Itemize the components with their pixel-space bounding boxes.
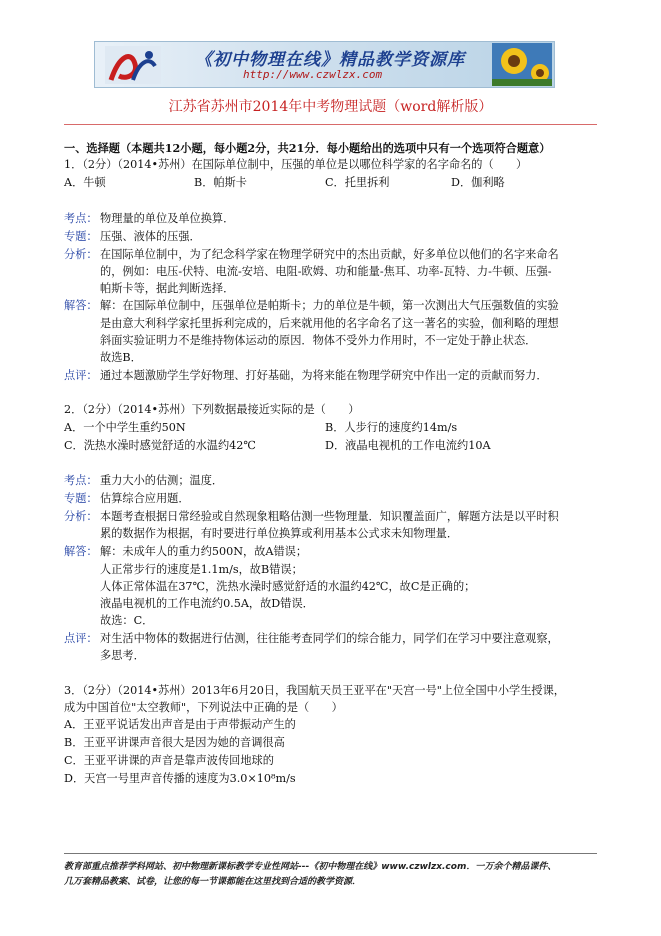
question-3-option-b: B．王亚平讲课声音很大是因为她的音调很高 [64, 736, 285, 749]
question-2-option-c: C．洗热水澡时感觉舒适的水温约42℃ [64, 439, 256, 452]
question-2-stem: 2．（2分）（2014•苏州）下列数据最接近实际的是（ ） [64, 403, 360, 416]
q1-jieda-line-2: 是由意大利科学家托里拆利完成的，后来就用他的名字命名了这一著名的实验，伽利略的理想 [100, 317, 559, 330]
question-2-option-b: B．人步行的速度约14m/s [325, 421, 458, 434]
q1-zhuanti-text: 压强、液体的压强． [100, 230, 201, 243]
q2-jieda-line-1: 解：未成年人的重力约500N，故A错误； [100, 545, 308, 558]
question-3-option-d: D．天宫一号里声音传播的速度为3.0×10⁸m/s [64, 772, 296, 785]
q1-kaodian-text: 物理量的单位及单位换算． [100, 212, 235, 225]
q2-kaodian-text: 重力大小的估测；温度． [100, 474, 224, 487]
q1-label-zhuanti: 专题： [64, 230, 98, 243]
question-1-option-b: B．帕斯卡 [194, 176, 247, 189]
question-1-option-c: C．托里拆利 [325, 176, 390, 189]
q2-label-kaodian: 考点： [64, 474, 98, 487]
q2-label-fenxi: 分析： [64, 510, 98, 523]
footer-line-2: 几万套精品教案、试卷，让您的每一节课都能在这里找到合适的教学资源． [64, 877, 362, 887]
q1-fenxi-line-1: 在国际单位制中，为了纪念科学家在物理学研究中的杰出贡献，好多单位以他们的名字来命名 [100, 248, 559, 261]
question-3-option-c: C．王亚平讲课的声音是靠声波传回地球的 [64, 754, 274, 767]
q2-jieda-line-3: 人体正常体温在37℃，洗热水澡时感觉舒适的水温约42℃，故C是正确的； [100, 580, 476, 593]
q2-fenxi-line-1: 本题考查根据日常经验或自然现象粗略估测一些物理量．知识覆盖面广，解题方法是以平时积 [100, 510, 559, 523]
question-1-option-d: D．伽利略 [451, 176, 505, 189]
q1-label-kaodian: 考点： [64, 212, 98, 225]
q2-dianping-line-2: 多思考． [100, 649, 145, 662]
banner-url[interactable]: http://www.czwlzx.com [243, 68, 383, 81]
q1-label-dianping: 点评： [64, 369, 98, 382]
q2-label-jieda: 解答： [64, 545, 98, 558]
q1-jieda-line-3: 斜面实验证明力不是维持物体运动的原因．物体不受外力作用时，不一定处于静止状态． [100, 334, 537, 347]
q2-label-dianping: 点评： [64, 632, 98, 645]
header-banner [94, 41, 555, 88]
question-3-stem-line-2: 成为中国首位"太空教师"，下列说法中正确的是（ ） [64, 701, 343, 714]
site-logo-icon [105, 46, 161, 84]
q1-label-fenxi: 分析： [64, 248, 98, 261]
sunflower-icon [492, 43, 552, 86]
q1-dianping-text: 通过本题激励学生学好物理、打好基础，为将来能在物理学研究中作出一定的贡献而努力． [100, 369, 548, 382]
q2-jieda-line-2: 人正常步行的速度是1.1m/s，故B错误； [100, 563, 303, 576]
question-2-option-d: D．液晶电视机的工作电流约10A [325, 439, 491, 452]
q2-fenxi-line-2: 累的数据作为根据，有时要进行单位换算或利用基本公式求未知物理量． [100, 527, 459, 540]
q2-jieda-line-4: 液晶电视机的工作电流约0.5A，故D错误． [100, 597, 314, 610]
question-2-option-a: A．一个中学生重约50N [64, 421, 186, 434]
question-3-stem-line-1: 3．（2分）（2014•苏州）2013年6月20日，我国航天员王亚平在"天宫一号"上位全国中小学生授课， [64, 684, 565, 697]
q1-jieda-line-1: 解：在国际单位制中，压强单位是帕斯卡；力的单位是牛顿，第一次测出大气压强数值的实验 [100, 299, 559, 312]
banner-title: 《初中物理在线》精品教学资源库 [195, 50, 465, 70]
q2-zhuanti-text: 估算综合应用题． [100, 492, 190, 505]
q1-jieda-line-4: 故选B． [100, 351, 142, 364]
q2-jieda-line-5: 故选：C． [100, 614, 154, 627]
q1-label-jieda: 解答： [64, 299, 98, 312]
q2-dianping-line-1: 对生活中物体的数据进行估测，往往能考查同学们的综合能力，同学们在学习中要注意观察， [100, 632, 559, 645]
title-divider [64, 124, 597, 125]
footer-line-1: 教育部重点推荐学科网站、初中物理新课标教学专业性网站---《初中物理在线》www.czwlzx.com．一万余个精品课件、 [64, 862, 557, 872]
section-heading: 一、选择题（本题共12小题，每小题2分，共21分．每小题给出的选项中只有一个选项符合题意） [64, 141, 551, 155]
question-1-stem: 1．（2分）（2014•苏州）在国际单位制中，压强的单位是以哪位科学家的名字命名的（ ） [64, 158, 528, 171]
question-1-option-a: A．牛顿 [64, 176, 106, 189]
q1-fenxi-line-3: 帕斯卡等，据此判断选择． [100, 282, 235, 295]
q1-fenxi-line-2: 的，例如：电压-伏特、电流-安培、电阻-欧姆、功和能量-焦耳、功率-瓦特、力-牛顿、压强- [100, 265, 552, 278]
q2-label-zhuanti: 专题： [64, 492, 98, 505]
document-title: 江苏省苏州市2014年中考物理试题（word解析版） [168, 99, 493, 115]
footer-divider [64, 853, 597, 854]
question-3-option-a: A．王亚平说话发出声音是由于声带振动产生的 [64, 718, 296, 731]
